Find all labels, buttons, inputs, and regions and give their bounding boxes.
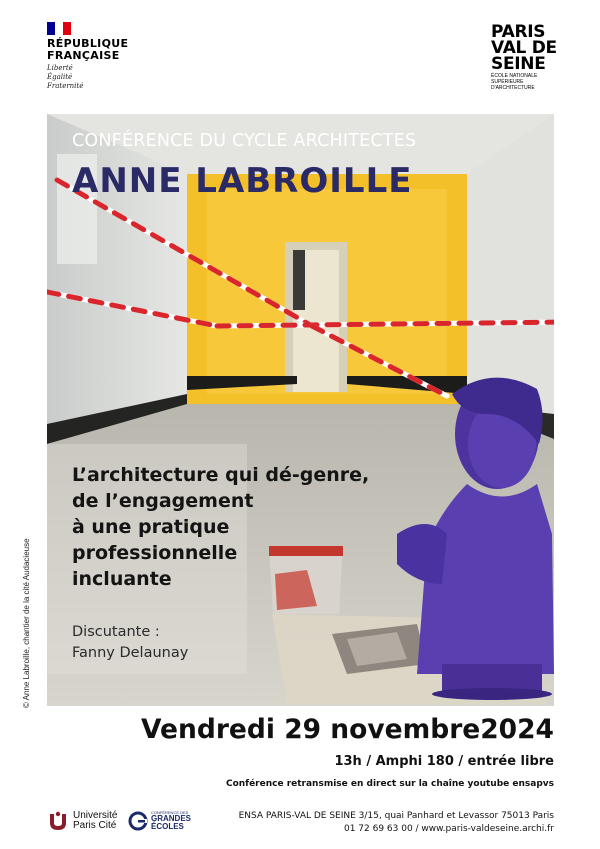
motto-fraternite: Fraternité <box>47 81 84 90</box>
talk-title-line-1: L’architecture qui dé-genre, <box>72 464 370 486</box>
republique-francaise-logo <box>47 38 128 90</box>
cge-line-3: ÉCOLES <box>151 822 184 831</box>
universite-paris-cite-logo <box>47 810 117 832</box>
conference-grandes-ecoles-logo <box>128 810 191 831</box>
school-sub-line-2: D'ARCHITECTURE <box>491 85 535 91</box>
motto-liberte: Liberté <box>47 64 73 73</box>
school-sub-line-1: ÉCOLE NATIONALE SUPÉRIEURE <box>491 73 538 85</box>
discussant-label: Discutante : <box>72 624 160 640</box>
republique-name-line2: FRANÇAISE <box>47 48 120 62</box>
cge-line-2: GRANDES <box>151 814 192 823</box>
talk-title-line-4: professionnelle <box>72 542 238 564</box>
worksite-photo <box>47 114 554 706</box>
address-phone-web: 01 72 69 63 00 / www.paris-valdeseine.archi.fr <box>343 824 554 834</box>
talk-title-line-5: incluante <box>72 568 172 590</box>
motto-egalite: Égalité <box>47 72 73 81</box>
universite-paris-cite-icon <box>47 810 69 832</box>
school-line-1: PARIS <box>491 22 546 42</box>
discussant <box>72 622 188 664</box>
republique-name-line1: RÉPUBLIQUE <box>47 37 129 50</box>
paris-val-de-seine-logo <box>491 24 557 91</box>
speaker-name: ANNE LABROILLE <box>72 161 413 201</box>
event-details: 13h / Amphi 180 / entrée libre <box>334 754 554 769</box>
stream-notice: Conférence retransmise en direct sur la chaîne youtube ensapvs <box>225 779 554 789</box>
universite-line-2: Paris Cité <box>73 820 117 831</box>
event-date: Vendredi 29 novembre2024 <box>141 714 554 745</box>
talk-title-line-2: de l’engagement <box>72 490 254 512</box>
talk-title-line-3: à une pratique <box>72 516 230 538</box>
cge-icon <box>128 811 148 831</box>
school-address <box>239 810 554 836</box>
french-flag-icon <box>47 22 71 35</box>
address-line-1: ENSA PARIS-VAL DE SEINE 3/15, quai Panhard et Levassor 75013 Paris <box>238 811 554 821</box>
photo-credit: © Anne Labroille, chantier de la cité Audacieuse <box>22 538 31 708</box>
discussant-name: Fanny Delaunay <box>72 645 189 661</box>
school-line-3: SEINE <box>491 54 546 74</box>
talk-title <box>72 462 412 592</box>
conference-series-title: CONFÉRENCE DU CYCLE ARCHITECTES <box>72 131 417 151</box>
cge-line-1: CONFÉRENCE DES <box>151 810 189 815</box>
universite-line-1: Université <box>73 810 118 821</box>
school-line-2: VAL DE <box>491 38 557 58</box>
